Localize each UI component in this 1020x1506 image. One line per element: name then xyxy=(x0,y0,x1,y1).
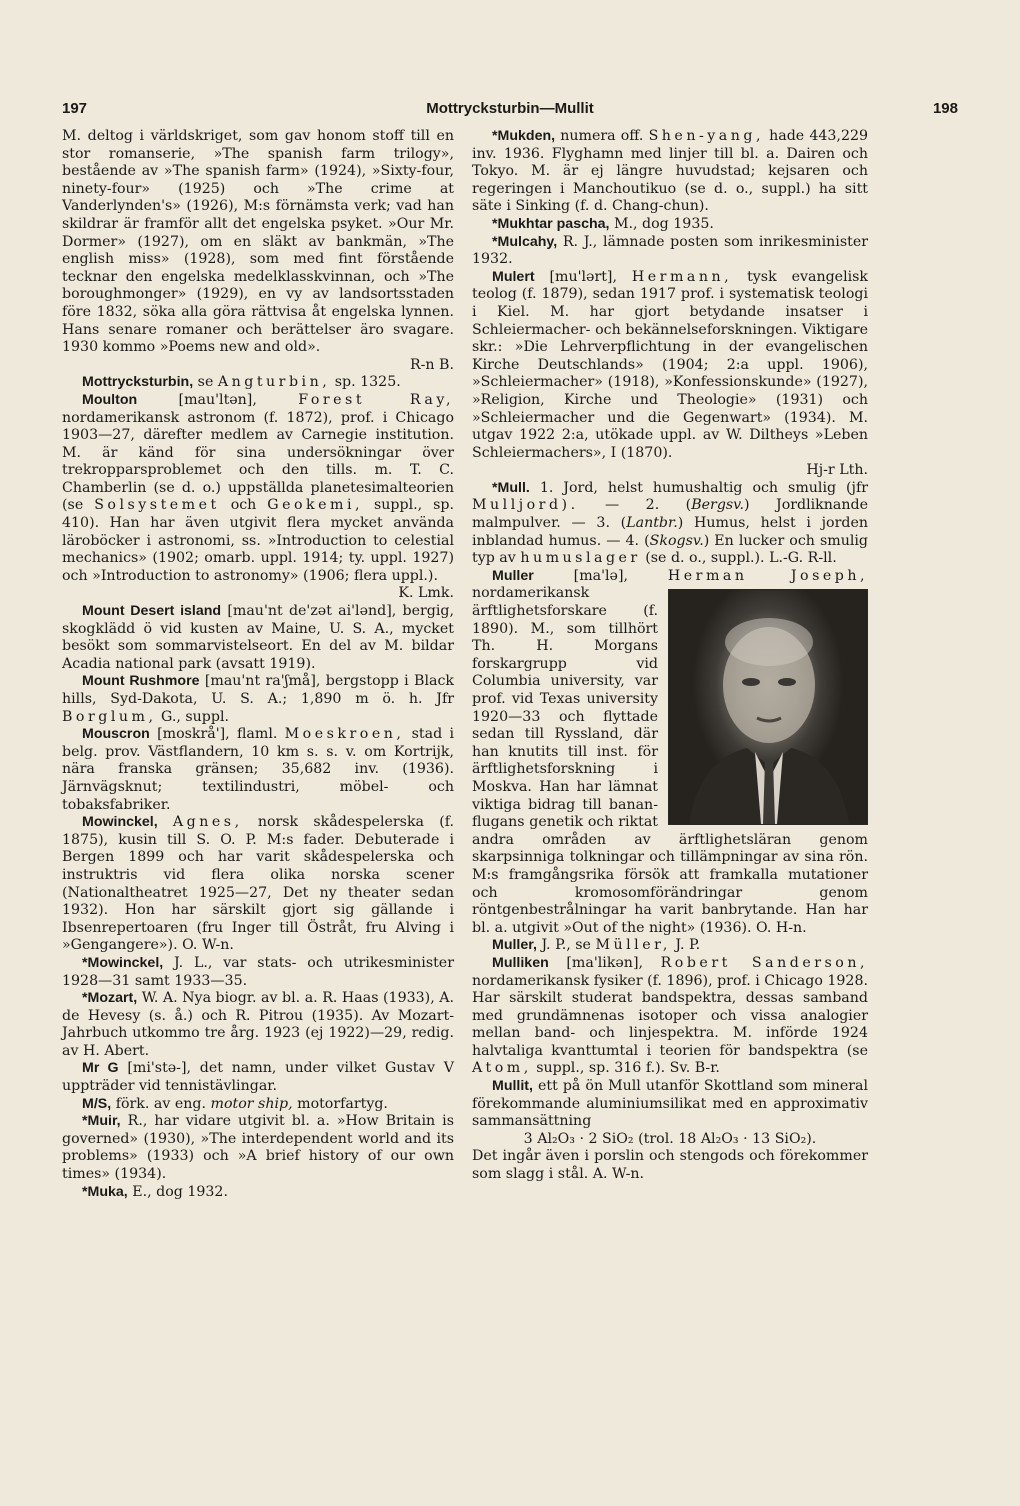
entry-moulton: Moulton [mau'ltən], Forest Ray, nordamerikansk astronom (f. 1872), prof. i Chicago 1903—27, därefter medlem av Carnegie institution. M. är känd för sina undersökningar över trekropparsproblemet och den tills. m. T. C. Chamberlin (se d. o.) uppställda planetesimalteorien (se Solsystemet och Geokemi, suppl., sp. 410). Han har även utgivit flera mycket använda läroböcker i astronomi, ss. »Introduction to celestial mechanics» (1902; omarb. uppl. 1914; ty. uppl. 1927) och »Introduction to astronomy» (1906; flera uppl.). K. Lmk. xyxy=(62,391,455,602)
entry-mukden: *Mukden, numera off. Shen-yang, hade 443,229 inv. 1936. Flyghamn med linjer till bl. a. Dairen och Tokyo. M. är ej längre huvudstad; kejsaren och regeringen i Manchoutikuo (se d. o., suppl.) ha sitt säte i Sinking (f. d. Chang-chun). xyxy=(472,128,869,215)
signature: K. Lmk. xyxy=(398,585,454,602)
entry-mouscron: Mouscron [moskrå'], flaml. Moeskroen, stad i belg. prov. Västflandern, 10 km s. s. v. om Kortrijk, nära franska gränsen; 35,682 inv. (1936). Järnvägsknut; textilindustri, möbel- och tobaksfabriker. xyxy=(62,726,454,813)
entry-mowinckel-jl: *Mowinckel, J. L., var stats- och utrikesminister 1928—31 samt 1933—35. xyxy=(62,954,454,989)
headword: Mowinckel, xyxy=(82,814,158,831)
page-header xyxy=(62,100,958,124)
chemical-formula: 3 Al₂O₃ · 2 SiO₂ (trol. 18 Al₂O₃ · 13 SiO₂). xyxy=(523,1130,817,1147)
entry-mount-desert-island: Mount Desert island [mau'nt de'zət ai'lənd], bergig, skogklädd ö vid kusten av Maine, U. S. A., mycket besökt som sommarvistelseort. En del av M. bildar Acadia national park (avsatt 1919). xyxy=(62,603,454,672)
entry-mulliken: Mulliken [ma'likən], Robert Sanderson, nordamerikansk fysiker (f. 1896), prof. i Chicago 1928. Har särskilt studerat bandspektra, dessas samband med grundämnenas isotoper och vissa analogier mellan band- och linjespektra. M. införde 1924 halvtaliga kvanttumtal i teorien för bandspektra (se Atom, suppl., sp. 316 f.). Sv. B-r. xyxy=(472,954,868,1077)
left-column xyxy=(62,128,454,1201)
headword: *Mull. xyxy=(492,479,530,496)
headword: *Muka, xyxy=(82,1183,128,1200)
headword: M/S, xyxy=(82,1095,112,1112)
headword: *Mukden, xyxy=(492,128,556,144)
page-number-right: 198 xyxy=(932,100,958,117)
headword: Moulton xyxy=(82,391,138,408)
headword: *Mowinckel, xyxy=(82,954,164,971)
entry-mottram-continued: M. deltog i världskriget, som gav honom stoff till en stor romanserie, »The spanish farm trilogy», bestående av »The spanish farm» (1924), »Sixty-four, ninety-four» (1925) och »The crime at Vanderlynden's» (1926), M:s förnämsta verk; vad han skildrar är framför allt det engelska psyket. »Our Mr. Dormer» (1927), om en släkt av bankmän, »The english miss» (1928), som med fint förstående tecknar den engelska medelklasskvinnan, och »The boroughmonger» (1929), en vy av landsortsstaden före 1832, söka alla göra rättvisa åt engelska lynnen. Hans senare romaner och berättelser äro svagare. 1930 kommo »Poems new and old». R-n B. xyxy=(62,128,454,373)
entry-mr-g: Mr G [mi'stə-], det namn, under vilket Gustav V uppträder vid tennistävlingar. xyxy=(62,1060,454,1095)
entry-mulert: Mulert [mu'lərt], Hermann, tysk evangelisk teolog (f. 1879), sedan 1917 prof. i systematisk teologi i Kiel. M. har gjort betydande insatser i Schleiermacher- och bekännelseforskningen. Viktigare skr.: »Die Lehrverpflichtung in der evangelischen Kirche Deutschlands» (1904; 2:a uppl. 1906), »Schleiermacher» (1918), »Konfessionskunde» (1927), »Religion, Kirche und Theologie» (1931) och »Schleiermacher und die Gegenwart» (1934). M. utgav 1922 2:a, utökade uppl. av W. Diltheys »Leben Schleiermachers», I (1870). Hj-r Lth. xyxy=(472,268,869,479)
headword: Mottrycksturbin, xyxy=(82,374,194,391)
entry-mullit: Mullit, ett på ön Mull utanför Skottland som mineral förekommande aluminiumsilikat med en approximativ sammansättning 3 Al₂O₃ · 2 SiO₂ (trol. 18 Al₂O₃ · 13 SiO₂). Det ingår även i porslin och stengods och förekommer som slagg i stål. A. W-n. xyxy=(472,1078,869,1183)
portrait-photo xyxy=(668,589,868,825)
signature: L.-G. R-ll. xyxy=(769,550,837,567)
signature: Sv. B-r. xyxy=(669,1060,720,1077)
entry-muller-herman: Muller [ma'lə], Herman Joseph, nordamerikansk ärftlighetsforskare (f. 1890). M., som tillhört Th. H. Morgans forskargrupp vid Columbia university, var prof. vid Texas university 1920—33 och flyttade sedan till Ryssland, där han knutits till inst. för ärftlighetsforskning i Moskva. Han har lämnat viktiga bidrag till bananflugans genetik och riktat andra områden av ärftlighetsläran genom skarpsinniga tolkningar och tillämpningar av sina rön. M:s framgångsrika försök att framkalla mutationer och kromosomförändringar genom röntgenbestrålningar ha varit banbrytande. Han har bl. a. utgivit »Out of the night» (1936). O. H-n. xyxy=(472,567,869,936)
signature: R-n B. xyxy=(409,356,454,373)
signature: A. W-n. xyxy=(592,1166,645,1183)
headword: Muller, xyxy=(492,937,537,954)
headword: Mount Desert island xyxy=(82,603,222,620)
signature: O. W-n. xyxy=(182,937,234,954)
signature: Hj-r Lth. xyxy=(806,462,868,479)
portrait-figure xyxy=(669,590,867,824)
headword: *Mukhtar pascha, xyxy=(492,215,610,232)
entry-mulcahy: *Mulcahy, R. J., lämnade posten som inrikesminister 1932. xyxy=(472,233,868,268)
entry-mount-rushmore: Mount Rushmore [mau'nt ra'ʃmå], bergstopp i Black hills, Syd-Dakota, U. S. A.; 1,890 m ö. h. Jfr Borglum, G., suppl. xyxy=(62,673,454,725)
headword: *Muir, xyxy=(82,1113,121,1130)
headword: Mulert xyxy=(492,268,535,285)
entry-ms: M/S, förk. av eng. motor ship, motorfartyg. xyxy=(82,1095,388,1112)
headword: *Mulcahy, xyxy=(492,233,558,250)
headword: Mount Rushmore xyxy=(82,673,200,690)
headword: Mulliken xyxy=(492,954,549,971)
entry-muller-jp: Muller, J. P., se Müller, J. P. xyxy=(492,937,701,954)
page-number-left: 197 xyxy=(62,100,88,117)
entry-mottryckstur­bin: Mottrycksturbin, se Angturbin, sp. 1325. xyxy=(82,374,401,391)
headword: Mouscron xyxy=(82,726,150,743)
entry-mukhtar-pascha: *Mukhtar pascha, M., dog 1935. xyxy=(492,215,714,232)
entry-mowinckel-agnes: Mowinckel, Agnes, norsk skådespelerska (f. 1875), kusin till S. O. P. M:s fader. Debuterade i Bergen 1899 och har varit skådespelerska och instruktris vid flera olika norska scener (Nationaltheatret 1925—27, Det ny theater sedan 1932). Hon har särskilt gjort sig gällande i Ibsenrepertoaren (fru Inger till Östråt, fru Alving i »Gengangere»). O. W-n. xyxy=(62,814,455,954)
right-column xyxy=(472,128,868,1184)
running-title: Mottrycksturbin—Mullit xyxy=(426,100,594,117)
headword: *Mozart, xyxy=(82,990,138,1007)
entry-mull: *Mull. 1. Jord, helst humushaltig och smulig (jfr Mulljord). — 2. (Bergsv.) Jordliknande malmpulver. — 3. (Lantbr.) Humus, helst i jorden inblandad humus. — 4. (Skogsv.) En lucker och smulig typ av humuslager (se d. o., suppl.). L.-G. R-ll. xyxy=(472,479,868,567)
signature: O. H-n. xyxy=(756,919,807,936)
headword: Mr G xyxy=(82,1060,119,1077)
entry-muka: *Muka, E., dog 1932. xyxy=(82,1183,228,1200)
headword: Mullit, xyxy=(492,1078,533,1095)
entry-muir: *Muir, R., har vidare utgivit bl. a. »How Britain is governed» (1930), »The interdependent world and its problems» (1933) och »A brief history of our own times» (1934). xyxy=(62,1113,454,1183)
entry-mozart: *Mozart, W. A. Nya biogr. av bl. a. R. Haas (1933), A. de Hevesy (s. å.) och R. Pitrou (1935). Av Mozart-Jahrbuch utkommo tre årg. 1923 (ej 1922)—29, redig. av H. Abert. xyxy=(62,990,454,1059)
headword: Muller xyxy=(492,567,534,584)
